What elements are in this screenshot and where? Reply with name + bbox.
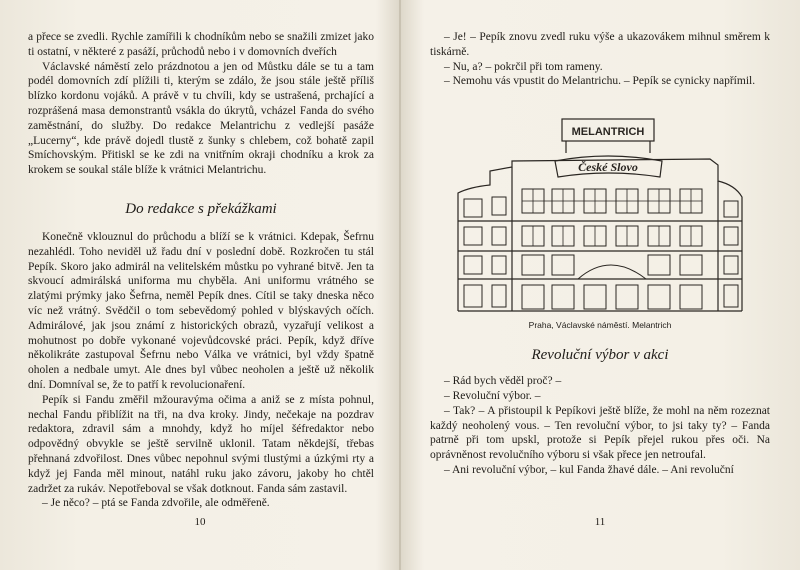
melantrich-building-drawing xyxy=(450,101,750,316)
chapter-heading: Revoluční výbor v akci xyxy=(531,347,669,364)
dialogue-line: – Ani revoluční výbor, – kul Fanda žhavé dále. – Ani revoluční xyxy=(444,463,734,476)
building-illustration xyxy=(430,101,770,330)
left-paragraph: Václavské náměstí zelo prázdnotou a jen od Můstku dále se tu a tam podél domovních zdí plížili ti, kterým se zdálo, že jsou stále ještě příliš blízko kordonu vojáků. A právě v tu chvíli, kdy se ustrašená, prchající a rozprášená masa demonstrantů vsákla do úkrytů, vcházel Fanda do svého zaměstnání, do služby. Do redakce Melantrichu z vedlejší pasáže „Lucerny“, kde právě dojedl tlustě z šunky s chlebem, což bohatě zapil Smíchovským. Přitiskl se ke zdi na vnitřním okraji chodníku a krok za krokem se soukal stále blíže k vrátnici Melantrichu. xyxy=(28,60,374,177)
left-paragraph: – Je něco? – ptá se Fanda zdvořile, ale odměřeně. xyxy=(42,497,270,510)
facade-sign-text: České Slovo xyxy=(578,160,638,175)
chapter-heading: Do redakce s překážkami xyxy=(125,200,277,217)
dialogue-line: – Nu, a? – pokrčil při tom rameny. xyxy=(444,60,603,73)
rooftop-sign-text: MELANTRICH xyxy=(571,126,645,139)
right-page xyxy=(400,0,800,570)
left-paragraph: Konečně vklouznul do průchodu a blíží se k vrátnici. Kdepak, Šefrnu nezahlédl. Toho neviděl už řadu dní v poslední době. Rozkročen tu stál Pepík. Skoro jako admirál na velitelském můstku po vyhrané bitvě. Jen ta skvoucí admirálská uniforma mu chyběla. Ani uniformu vrátného se zlatými prýmky jako Šefrna, neměl Pepík dnes. Cítil se taky dneska něco víc než vrátný. Svědčil o tom sebevědomý pohled v blýskavých očích. Admirálové, jak jsou známí z historických obrazů, vyzařují velikost a mohutnost po dobře vykonané vojevůdcovské práci. Pepík, když dříve několikráte zastupoval Šefrnu nebo Válka ve vrátnici, byl vždy špatně oholen a nedbale umyt. Ale dnes byl vůbec neoholen a ještě už několik dní. Domníval se, že to patří k revolucionaření. xyxy=(28,230,374,391)
left-paragraph: a přece se zvedli. Rychle zamířili k chodníkům nebo se snažili zmizet jako ti ostatní, v některé z pasáží, průchodů nebo i v domovních dveřích xyxy=(28,31,374,58)
dialogue-line: – Revoluční výbor. – xyxy=(444,389,541,402)
dialogue-line: – Je! – Pepík znovu zvedl ruku výše a ukazovákem mihnul směrem k tiskárně. xyxy=(430,31,770,58)
dialogue-line: – Nemohu vás vpustit do Melantrichu. – Pepík se cynicky napřímil. xyxy=(444,75,756,88)
page-number: 10 xyxy=(194,516,206,528)
page-number: 11 xyxy=(594,516,606,528)
left-paragraph: Pepík si Fandu změřil mžouravýma očima a aniž se z místa pohnul, nechal Fandu přiblížit na tři, na dva kroky. Jindy, nečekaje na pozdrav redaktora, zdravil sám a mnohdy, když ho míjel šéfredaktor nebo odpovědný obvykle se ještě servilně uklonil. Tatam někdejší, třebas přehnaná zdvořilost. Dnes vůbec nepohnul svými tlustými a úzkými rty a když jej Fanda měl minout, natáhl ruku jako závoru, jakoby ho chtěl zadržet za rukáv. Nepotřeboval se však dotknout. Fanda sám zastavil. xyxy=(28,393,374,495)
illustration-caption: Praha, Václavské náměstí. Melantrich xyxy=(528,320,672,331)
dialogue-line: – Rád bych věděl proč? – xyxy=(444,375,562,388)
dialogue-line: – Tak? – A přistoupil k Pepíkovi ještě blíže, že mohl na něm rozeznat každý neoholený vous. – Ten revoluční výbor, to jsi taky ty? – Fanda patrně při tom upskl, protože si Pepík přejel rukou přes oči. Na oprávněnost revolučního výboru si však přece jen netroufal. xyxy=(430,404,770,462)
